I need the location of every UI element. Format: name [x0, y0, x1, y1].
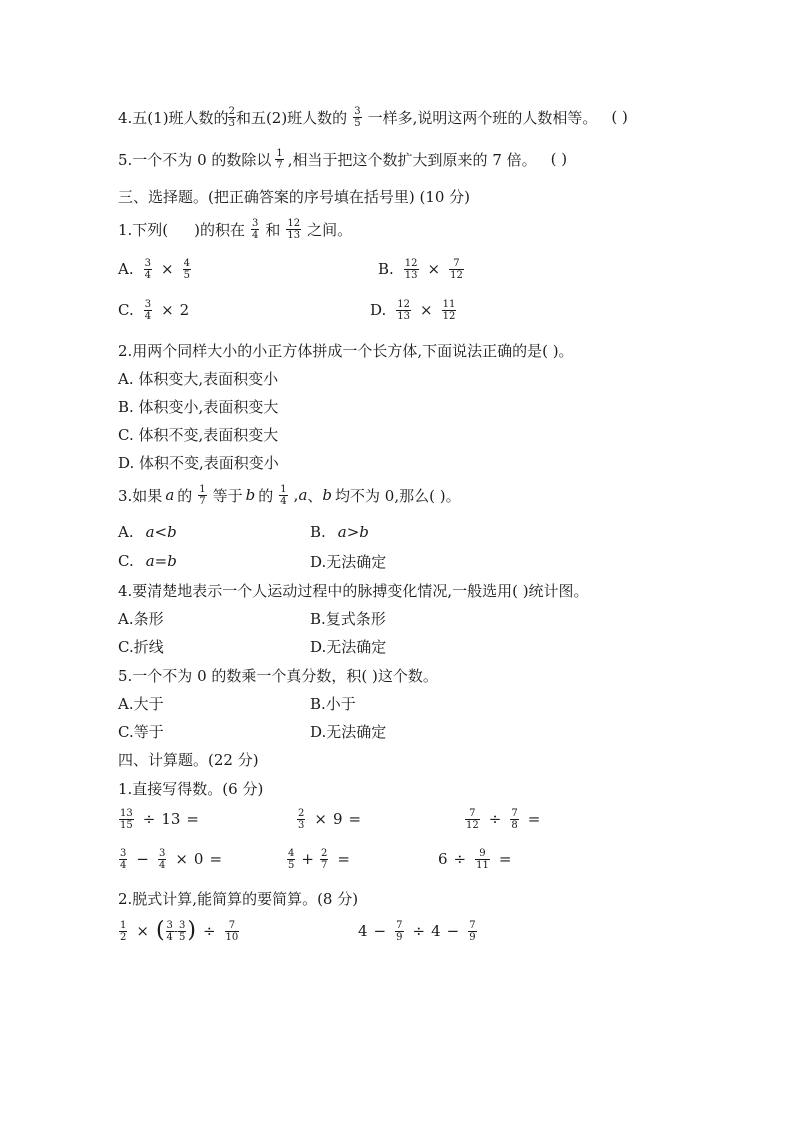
denominator: 11	[476, 859, 489, 871]
fraction	[225, 920, 240, 943]
fraction	[198, 484, 206, 507]
answer-blank[interactable]: ( )	[611, 108, 628, 126]
fraction	[279, 484, 287, 507]
equals: =	[186, 810, 199, 828]
operator: ÷	[202, 922, 216, 940]
fraction	[404, 258, 419, 281]
fraction	[297, 808, 305, 831]
q-text: 等于	[212, 486, 243, 505]
denominator: 4	[280, 495, 287, 507]
option-a[interactable]: A. 体积变大,表面积变小	[118, 369, 279, 388]
q-text: 和五(2)班人数的	[235, 108, 348, 127]
q-text: 均不为 0,那么( )。	[335, 486, 461, 505]
operator: ×	[136, 922, 149, 940]
fraction	[166, 920, 174, 943]
denominator: 8	[511, 819, 518, 831]
option-label: D.	[370, 301, 387, 319]
numerator: 2	[298, 807, 305, 819]
numerator: 3	[252, 217, 259, 229]
operator: +	[301, 850, 314, 868]
option-a[interactable]: A.条形	[118, 609, 164, 628]
fraction	[228, 106, 236, 129]
equals: =	[337, 850, 350, 868]
numerator: 3	[144, 257, 151, 269]
q-text: )的积在	[194, 220, 246, 239]
option-d[interactable]	[370, 297, 459, 323]
calc-question-2-title: 2.脱式计算,能简算的要简算。(8 分)	[118, 889, 359, 908]
numerator: 7	[453, 257, 460, 269]
option-label: A.	[118, 260, 134, 278]
choice-question-5: 5.一个不为 0 的数乘一个真分数，积( )这个数。	[118, 666, 438, 685]
numerator: 2	[320, 847, 328, 859]
fraction	[286, 218, 301, 241]
numerator: 1	[276, 147, 283, 159]
option-c[interactable]: C.等于	[118, 722, 164, 741]
denominator: 4	[120, 859, 127, 871]
denominator: 4	[144, 269, 151, 281]
denominator: 4	[166, 931, 173, 943]
equals: =	[209, 850, 223, 868]
numerator: 2	[228, 105, 235, 117]
section-3-title: 三、选择题。(把正确答案的序号填在括号里) (10 分)	[118, 187, 471, 206]
option-c[interactable]: C. 体积不变,表面积变大	[118, 425, 279, 444]
variable: b	[322, 486, 333, 504]
equals: =	[527, 810, 541, 828]
q-text: 3.如果	[118, 486, 163, 505]
option-c[interactable]	[118, 548, 177, 574]
q-text: 和	[265, 220, 281, 239]
option-label: B.	[310, 523, 326, 541]
option-label: C.	[118, 552, 134, 570]
option-b[interactable]	[378, 256, 467, 282]
option-b[interactable]: B.复式条形	[310, 609, 386, 628]
numerator: 3	[144, 298, 152, 310]
operator: ÷	[453, 850, 467, 868]
calc-item	[116, 846, 228, 872]
q-text: 4.五(1)班人数的	[118, 108, 229, 127]
fraction	[449, 258, 464, 281]
denominator: 3	[298, 819, 305, 831]
fraction	[119, 920, 127, 943]
fraction	[465, 808, 480, 831]
option-a[interactable]: A.大于	[118, 694, 164, 713]
denominator: 5	[183, 269, 190, 281]
denominator: 12	[466, 819, 479, 831]
variable: b	[245, 486, 256, 504]
denominator: 7	[276, 159, 283, 171]
calc-question-1-title: 1.直接写得数。(6 分)	[118, 779, 264, 798]
calc-item	[116, 806, 205, 832]
number: 4	[431, 922, 441, 940]
fraction	[287, 848, 295, 871]
fraction	[144, 299, 152, 322]
numerator: 7	[469, 919, 476, 931]
q-text: 一样多,说明这两个班的人数相等。	[367, 108, 598, 127]
option-a[interactable]	[118, 256, 194, 282]
numerator: 7	[469, 807, 476, 819]
judge-question-5	[118, 146, 567, 172]
fraction	[178, 920, 186, 943]
q-text: ,	[293, 486, 299, 504]
numerator: 4	[183, 257, 190, 269]
equals: =	[348, 810, 362, 828]
operator: ×	[427, 260, 441, 278]
operator: ÷	[412, 922, 426, 940]
option-label: B.	[378, 260, 394, 278]
denominator: 3	[228, 117, 235, 129]
option-b[interactable]: B.小于	[310, 694, 356, 713]
numerator: 3	[166, 919, 173, 931]
q-text: 1.下列(	[118, 220, 169, 239]
fraction	[275, 148, 283, 171]
operator: −	[446, 922, 460, 940]
option-b[interactable]: B. 体积变小,表面积变大	[118, 397, 279, 416]
fraction	[442, 299, 457, 322]
operator: ÷	[488, 810, 502, 828]
denominator: 7	[320, 859, 328, 871]
calc-item	[294, 806, 367, 832]
operator: −	[373, 922, 387, 940]
option-d[interactable]: D.无法确定	[310, 722, 387, 741]
numerator: 9	[479, 847, 486, 859]
q-text: ,相当于把这个数扩大到原来的 7 倍。	[287, 150, 537, 169]
fraction	[251, 218, 259, 241]
denominator: 4	[252, 229, 259, 241]
denominator: 9	[396, 931, 403, 943]
option-d[interactable]: D.无法确定	[310, 552, 387, 571]
option-value: a>b	[337, 523, 369, 541]
equals: =	[498, 850, 512, 868]
operator: -	[173, 924, 178, 938]
option-a[interactable]	[118, 519, 177, 545]
denominator: 4	[158, 859, 166, 871]
numerator: 1	[199, 483, 206, 495]
numerator: 13	[120, 807, 133, 819]
answer-blank[interactable]: ( )	[550, 150, 568, 168]
left-paren-icon: (	[155, 918, 165, 943]
denominator: 13	[404, 269, 418, 281]
operator: ×	[175, 850, 188, 868]
numerator: 3	[354, 105, 361, 117]
q-text: 5.一个不为 0 的数除以	[118, 150, 272, 169]
operator: ×	[420, 301, 433, 319]
denominator: 2	[120, 931, 127, 943]
fraction	[475, 848, 490, 871]
option-c[interactable]: C.折线	[118, 637, 164, 656]
denominator: 5	[178, 931, 186, 943]
numerator: 11	[442, 298, 456, 310]
numerator: 7	[511, 807, 518, 819]
step-calc-expression-1	[116, 918, 242, 944]
fraction	[395, 920, 403, 943]
numerator: 3	[178, 919, 186, 931]
denominator: 12	[450, 269, 463, 281]
option-value: a=b	[145, 552, 177, 570]
calc-item	[284, 846, 356, 872]
option-label: C.	[118, 301, 134, 319]
denominator: 5	[354, 117, 361, 129]
fraction	[158, 848, 166, 871]
fraction	[144, 258, 152, 281]
fraction	[396, 299, 411, 322]
fraction	[183, 258, 191, 281]
denominator: 7	[199, 495, 206, 507]
operator: ×	[161, 301, 174, 319]
numerator: 3	[158, 847, 166, 859]
calc-item	[438, 846, 517, 872]
fraction	[510, 808, 518, 831]
numerator: 4	[288, 847, 295, 859]
numerator: 1	[280, 483, 287, 495]
operator: ÷	[142, 810, 156, 828]
option-value: a<b	[145, 523, 177, 541]
numerator: 1	[120, 919, 127, 931]
numerator: 12	[404, 257, 418, 269]
variable: a	[298, 486, 308, 504]
q-text: 之间。	[307, 220, 353, 239]
denominator: 9	[469, 931, 476, 943]
right-paren-icon: )	[187, 918, 196, 943]
fraction	[468, 920, 476, 943]
option-d[interactable]: D. 体积不变,表面积变小	[118, 453, 279, 472]
numerator: 7	[396, 919, 403, 931]
number: 6	[438, 850, 448, 868]
choice-question-2: 2.用两个同样大小的小正方体拼成一个长方体,下面说法正确的是( )。	[118, 341, 574, 360]
option-d[interactable]: D.无法确定	[310, 637, 387, 656]
q-text: 的	[258, 486, 274, 505]
denominator: 15	[120, 819, 133, 831]
denominator: 12	[442, 310, 456, 322]
judge-question-4	[118, 104, 628, 130]
step-calc-expression-2	[358, 918, 480, 944]
fraction	[119, 848, 127, 871]
numerator: 12	[397, 298, 410, 310]
choice-question-1	[118, 216, 352, 242]
numerator: 12	[287, 217, 301, 229]
q-text: 的	[177, 486, 193, 505]
numerator: 7	[228, 919, 236, 931]
fraction	[119, 808, 134, 831]
number: 13	[161, 810, 181, 828]
choice-question-4: 4.要清楚地表示一个人运动过程中的脉搏变化情况,一般选用( )统计图。	[118, 581, 589, 600]
choice-question-3	[118, 482, 461, 508]
operator: −	[136, 850, 149, 868]
calc-item	[462, 806, 546, 832]
option-c[interactable]	[118, 297, 189, 323]
variable: a	[165, 486, 175, 504]
section-4-title: 四、计算题。(22 分)	[118, 750, 259, 769]
number: 0	[193, 850, 204, 868]
operator: ×	[160, 260, 174, 278]
q-text: 、	[307, 486, 323, 505]
denominator: 13	[287, 229, 301, 241]
numerator: 3	[120, 847, 127, 859]
denominator: 10	[225, 931, 239, 943]
denominator: 5	[288, 859, 295, 871]
option-b[interactable]	[310, 519, 369, 545]
number: 9	[332, 810, 343, 828]
denominator: 4	[144, 310, 152, 322]
number: 2	[179, 301, 190, 319]
number: 4	[358, 922, 368, 940]
denominator: 13	[397, 310, 410, 322]
fraction	[320, 848, 328, 871]
fraction	[353, 106, 361, 129]
operator: ×	[314, 810, 327, 828]
option-label: A.	[118, 523, 134, 541]
